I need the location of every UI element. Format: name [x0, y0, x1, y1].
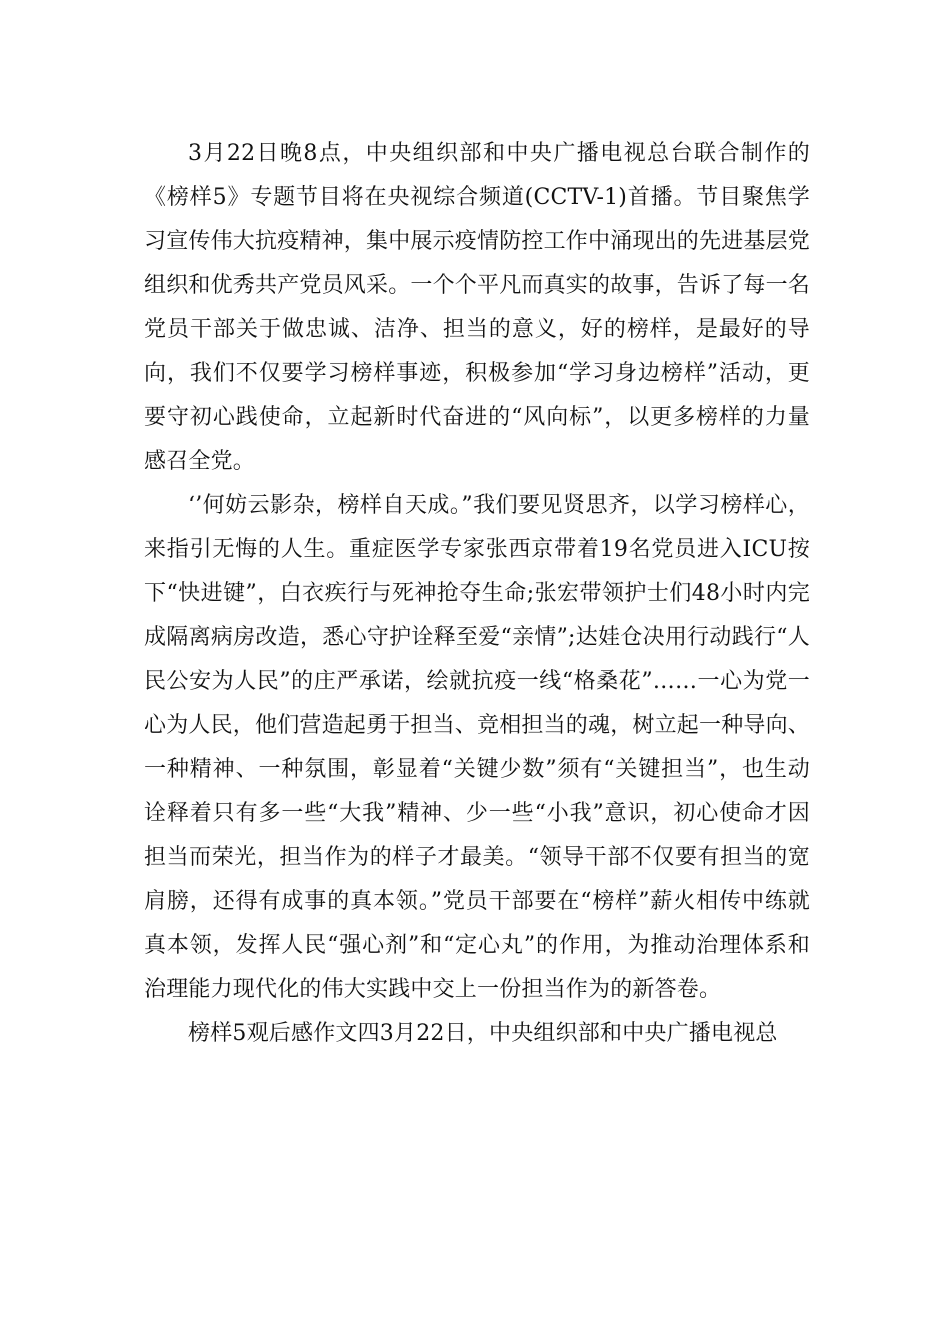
paragraph-2: ‘’何妨云影杂，榜样自天成。”我们要见贤思齐，以学习榜样心，来指引无悔的人生。重症医学专家张西京带着19名党员进入ICU按下“快进键”，白衣疾行与死神抢夺生命;张宏带领护士们48小时内完成隔离病房改造，悉心守护诠释至爱“亲情”;达娃仓决用行动践行“人民公安为人民”的庄严承诺，绘就抗疫一线“格桑花”……一心为党一心为人民，他们营造起勇于担当、竞相担当的魂，树立起一种导向、一种精神、一种氛围，彰显着“关键少数”须有“关键担当”，也生动诠释着只有多一些“大我”精神、少一些“小我”意识，初心使命才因担当而荣光，担当作为的样子才最美。“领导干部不仅要有担当的宽肩膀，还得有成事的真本领。”党员干部要在“榜样”薪火相传中练就真本领，发挥人民“强心剂”和“定心丸”的作用，为推动治理体系和治理能力现代化的伟大实践中交上一份担当作为的新答卷。 — [144, 493, 811, 1002]
paragraph-1: 3月22日晚8点，中央组织部和中央广播电视总台联合制作的《榜样5》专题节目将在央视综合频道(CCTV-1)首播。节目聚焦学习宣传伟大抗疫精神，集中展示疫情防控工作中涌现出的先进基层党组织和优秀共产党员风采。一个个平凡而真实的故事，告诉了每一名党员干部关于做忠诚、洁净、担当的意义，好的榜样，是最好的导向，我们不仅要学习榜样事迹，积极参加“学习身边榜样”活动，更要守初心践使命，立起新时代奋进的“风向标”，以更多榜样的力量感召全党。 — [144, 141, 811, 474]
document-body — [144, 132, 810, 1056]
paragraph-3: 榜样5观后感作文四3月22日，中央组织部和中央广播电视总 — [188, 1021, 778, 1046]
